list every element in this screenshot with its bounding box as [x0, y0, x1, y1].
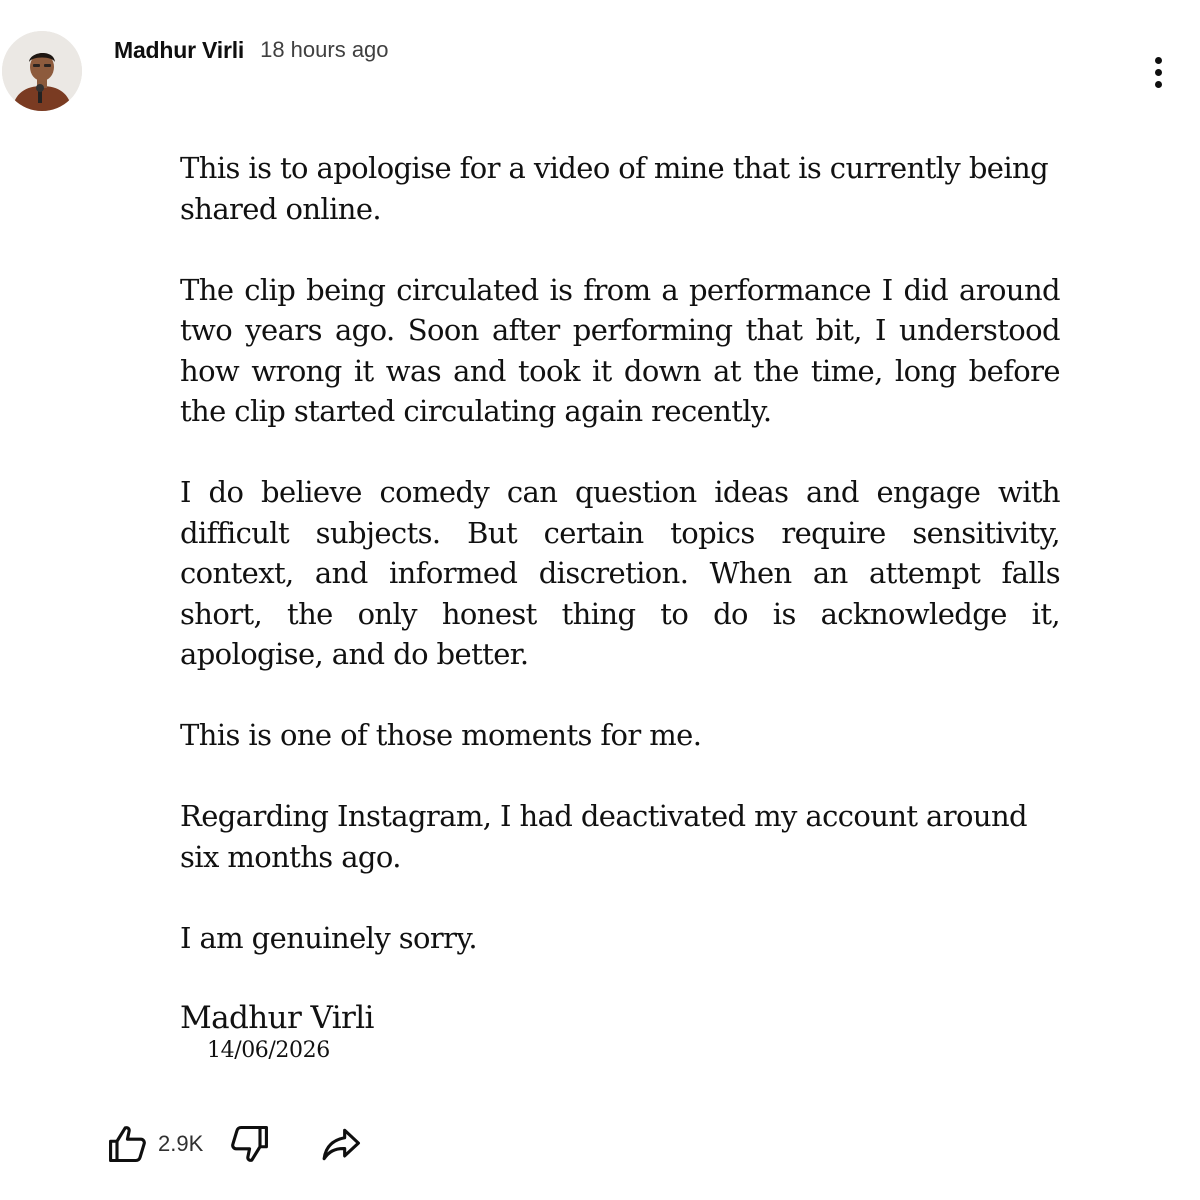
post-body	[180, 148, 1060, 999]
signature-name: Madhur Virli	[180, 1000, 374, 1036]
like-count: 2.9K	[158, 1131, 204, 1156]
post-paragraph: Regarding Instagram, I had deactivated my account around six months ago.	[180, 799, 1027, 874]
like-button[interactable]	[104, 1118, 152, 1170]
signature-date: 14/06/2026	[207, 1038, 330, 1063]
post-paragraph: This is to apologise for a video of mine that is currently being shared online.	[180, 151, 1049, 226]
comment-header	[114, 35, 389, 65]
post-paragraph: The clip being circulated is from a performance I did around two years ago. Soon after performing that bit, I understood how wrong it was and took it down at the time, long before the clip started circulating again recently.	[180, 272, 1060, 428]
more-options-button[interactable]	[1140, 50, 1176, 94]
avatar-image	[2, 31, 82, 111]
more-vert-icon	[1155, 69, 1162, 76]
share-button[interactable]	[317, 1118, 365, 1170]
thumb-down-icon	[227, 1122, 271, 1166]
action-bar	[104, 1118, 365, 1170]
post-paragraph: I do believe comedy can question ideas and engage with difficult subjects. But certain topics require sensitivity, context, and informed discretion. When an attempt falls short, the only honest thing to do is acknowledge it, apologise, and do better.	[180, 475, 1060, 671]
post-time[interactable]: 18 hours ago	[260, 37, 389, 62]
post-paragraph: I am genuinely sorry.	[180, 920, 477, 955]
post-paragraph: This is one of those moments for me.	[180, 718, 702, 752]
author-name[interactable]: Madhur Virli	[114, 36, 245, 63]
more-vert-icon	[1155, 81, 1162, 88]
avatar[interactable]	[2, 31, 82, 111]
share-icon	[319, 1122, 363, 1166]
thumb-up-icon	[106, 1122, 150, 1166]
dislike-button[interactable]	[225, 1118, 273, 1170]
more-vert-icon	[1155, 57, 1162, 64]
